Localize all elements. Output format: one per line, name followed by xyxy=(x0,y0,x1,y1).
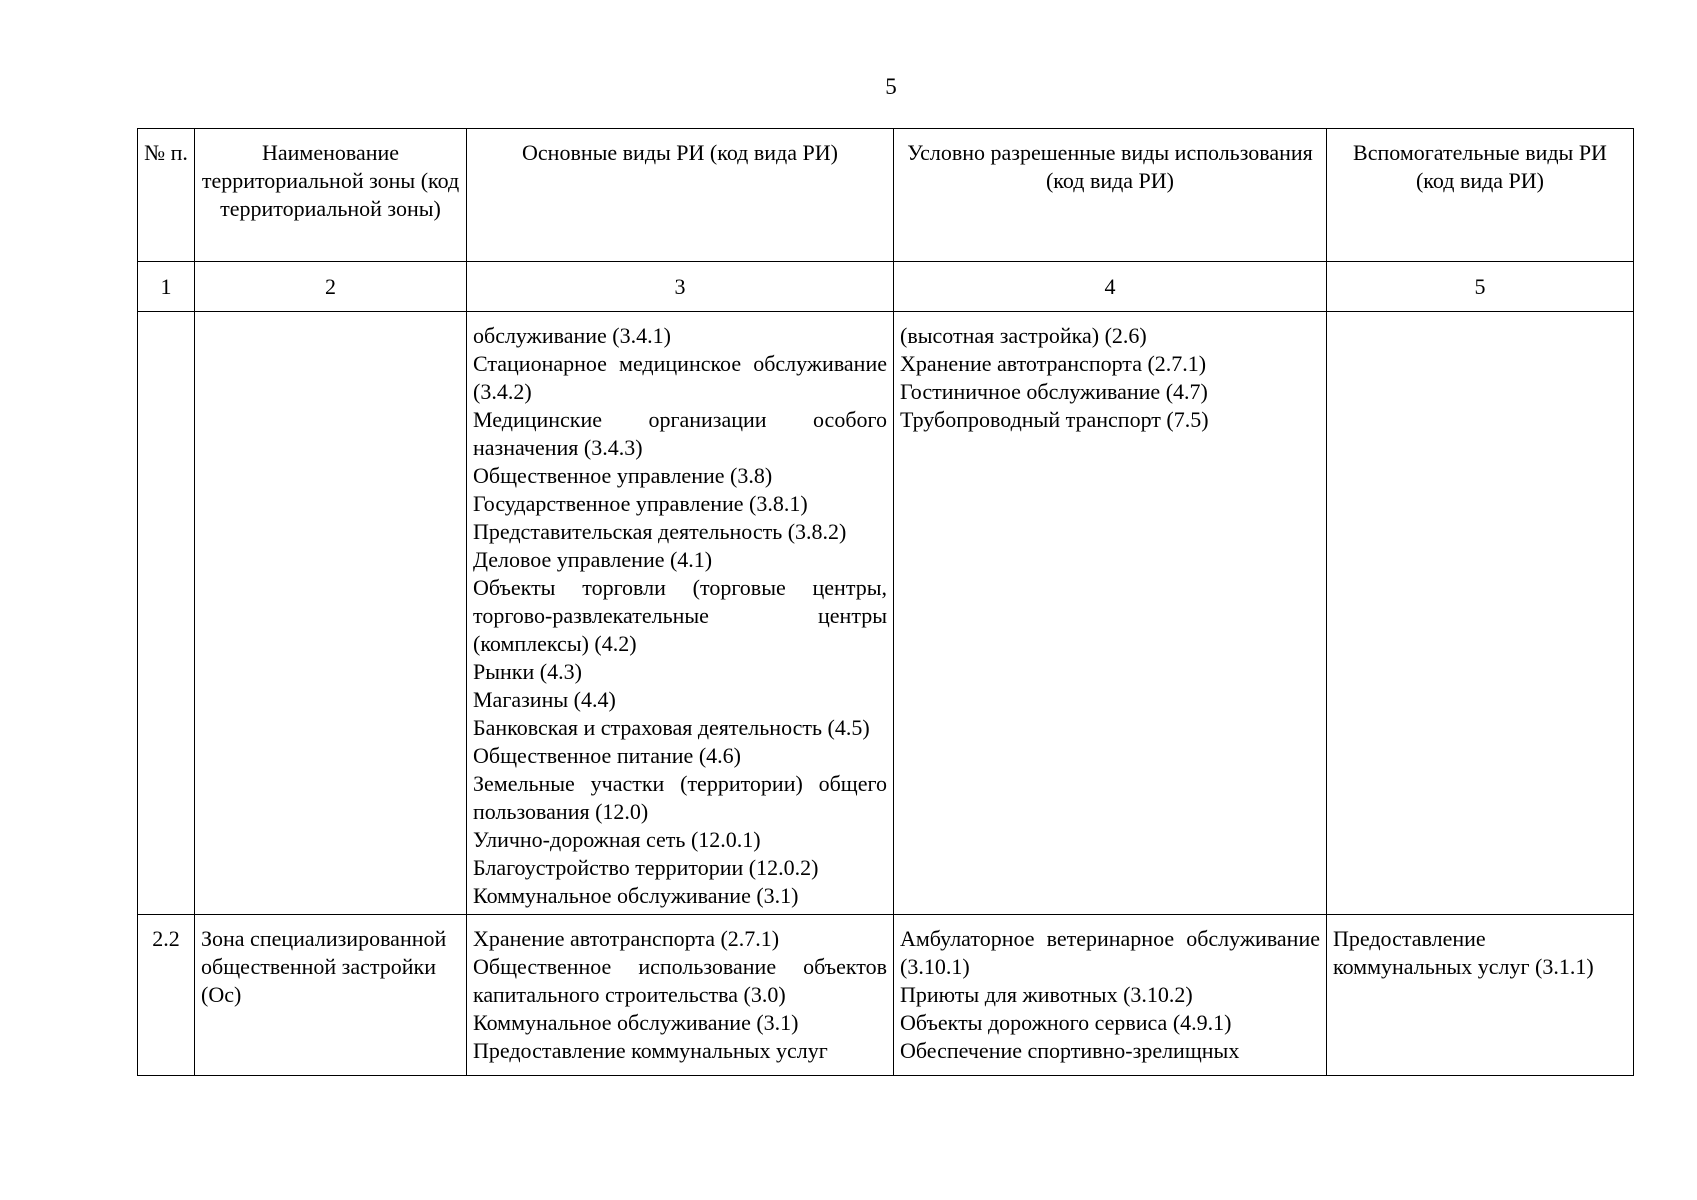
list-item: (высотная застройка) (2.6) xyxy=(900,323,1147,348)
list-item: Банковская и страховая деятельность (4.5) xyxy=(473,715,870,740)
header-row xyxy=(138,129,1634,262)
list-item: Деловое управление (4.1) xyxy=(473,547,713,572)
header-conditional-uses: Условно разрешенные виды использования (код вида РИ) xyxy=(894,129,1327,262)
list-item: Амбулаторное ветеринарное обслуживание (3.10.1) xyxy=(900,926,1320,979)
list-item: Хранение автотранспорта (2.7.1) xyxy=(900,351,1207,376)
list-item: Государственное управление (3.8.1) xyxy=(473,491,808,516)
list-item: Обеспечение спортивно-зрелищных xyxy=(900,1038,1240,1063)
list-item: Объекты дорожного сервиса (4.9.1) xyxy=(900,1010,1232,1035)
zone-name: Зона специализированной общественной застройки (Ос) xyxy=(195,915,467,1076)
list-item: Рынки (4.3) xyxy=(473,659,582,684)
column-number: 4 xyxy=(894,262,1327,312)
list-item: Гостиничное обслуживание (4.7) xyxy=(900,379,1208,404)
list-item: Представительская деятельность (3.8.2) xyxy=(473,519,847,544)
list-item: Земельные участки (территории) общего пользования (12.0) xyxy=(473,771,887,824)
column-number: 2 xyxy=(195,262,467,312)
header-auxiliary-uses: Вспомогательные виды РИ (код вида РИ) xyxy=(1327,129,1634,262)
column-number: 1 xyxy=(138,262,195,312)
header-main-uses: Основные виды РИ (код вида РИ) xyxy=(467,129,894,262)
table-row xyxy=(138,312,1634,915)
conditional-uses-cell xyxy=(894,915,1327,1076)
header-zone-name: Наименование территориальной зоны (код территориальной зоны) xyxy=(195,129,467,262)
list-item: Стационарное медицинское обслуживание (3.4.2) xyxy=(473,351,887,404)
auxiliary-uses-cell xyxy=(1327,915,1634,1076)
list-item: Благоустройство территории (12.0.2) xyxy=(473,855,819,880)
column-number: 5 xyxy=(1327,262,1634,312)
row-number: 2.2 xyxy=(138,915,195,1076)
table-row xyxy=(138,915,1634,1076)
conditional-uses-cell xyxy=(894,312,1327,915)
header-number: № п. xyxy=(138,129,195,262)
list-item: Трубопроводный транспорт (7.5) xyxy=(900,407,1209,432)
page-number: 5 xyxy=(885,74,897,99)
column-numbers-row xyxy=(138,262,1634,312)
list-item: Объекты торговли (торговые центры, торгово-развлекательные центры (комплексы) (4.2) xyxy=(473,575,887,656)
list-item: Предоставление коммунальных услуг (3.1.1) xyxy=(1333,926,1594,979)
auxiliary-uses-cell xyxy=(1327,312,1634,915)
list-item: Приюты для животных (3.10.2) xyxy=(900,982,1193,1007)
list-item: Общественное управление (3.8) xyxy=(473,463,773,488)
list-item: Магазины (4.4) xyxy=(473,687,616,712)
list-item: Улично-дорожная сеть (12.0.1) xyxy=(473,827,761,852)
list-item: Общественное питание (4.6) xyxy=(473,743,741,768)
zone-name xyxy=(195,312,467,915)
list-item: обслуживание (3.4.1) xyxy=(473,323,671,348)
column-number: 3 xyxy=(467,262,894,312)
zones-table xyxy=(137,128,1634,1076)
row-number xyxy=(138,312,195,915)
main-uses-cell xyxy=(467,915,894,1076)
list-item: Коммунальное обслуживание (3.1) xyxy=(473,883,799,908)
list-item: Коммунальное обслуживание (3.1) xyxy=(473,1010,799,1035)
list-item: Общественное использование объектов капитального строительства (3.0) xyxy=(473,954,887,1007)
list-item: Хранение автотранспорта (2.7.1) xyxy=(473,926,780,951)
list-item: Медицинские организации особого назначения (3.4.3) xyxy=(473,407,887,460)
list-item: Предоставление коммунальных услуг xyxy=(473,1038,828,1063)
main-uses-cell xyxy=(467,312,894,915)
